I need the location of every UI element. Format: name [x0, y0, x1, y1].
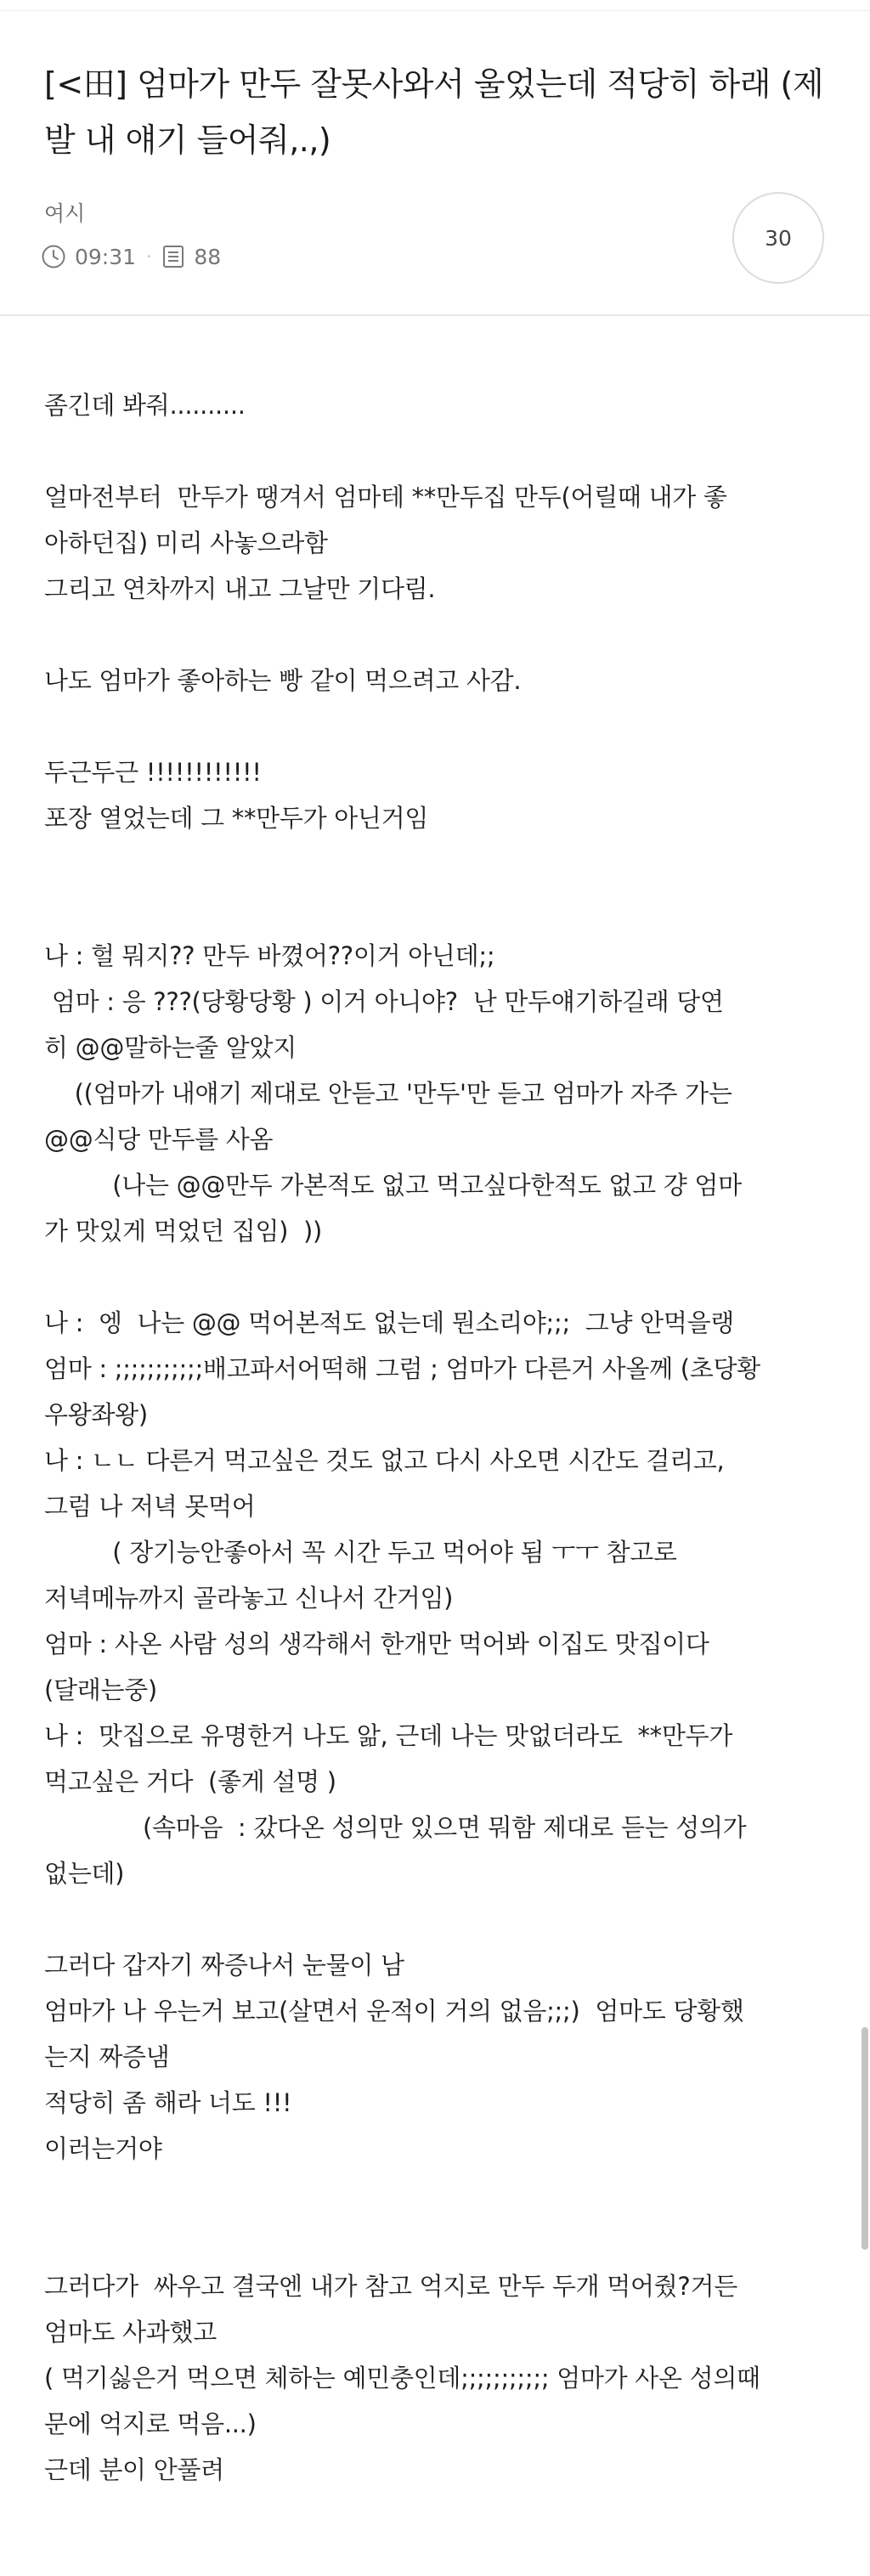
post-title-line-2: 발 내 얘기 들어줘,.,) [44, 121, 331, 159]
blank-line [44, 428, 834, 474]
body-line: 엄마 : 응 ???(당황당황 ) 이거 아니야? 난 만두얘기하길래 당연 [44, 987, 724, 1016]
body-line: 나도 엄마가 좋아하는 빵 같이 먹으려고 사감. [44, 666, 522, 695]
view-count: 88 [194, 244, 222, 269]
body-line: 적당히 좀 해라 너도 !!! [44, 2088, 292, 2117]
blank-line [44, 1254, 834, 1300]
body-line: (속마음 : 갔다온 성의만 있으면 뭐함 제대로 듣는 성의가 [44, 1813, 747, 1842]
blank-line [44, 612, 834, 658]
body-line: 우왕좌왕) [44, 1400, 148, 1429]
body-line: 엄마가 나 우는거 보고(살면서 운적이 거의 없음;;;) 엄마도 당황했 [44, 1997, 744, 2025]
body-line: @@식당 만두를 사옴 [44, 1125, 274, 1154]
body-line: 먹고싶은 거다 (좋게 설명 ) [44, 1767, 336, 1796]
comment-count-button[interactable]: 30 [732, 192, 824, 284]
body-line: 엄마 : 사온 사람 성의 생각해서 한개만 먹어봐 이집도 맛집이다 [44, 1630, 709, 1658]
body-line: 이러는거야 [44, 2134, 162, 2163]
post-meta [41, 240, 221, 274]
body-line: ( 장기능안좋아서 꼭 시간 두고 먹어야 됨 ㅜㅜ 참고로 [44, 1538, 677, 1567]
body-line: (나는 @@만두 가본적도 없고 먹고싶다한적도 없고 걍 엄마 [44, 1171, 742, 1200]
body-line: 저녁메뉴까지 골라놓고 신나서 간거임) [44, 1584, 454, 1613]
body-line: 나 : 맛집으로 유명한거 나도 앎, 근데 나는 맛없더라도 **만두가 [44, 1721, 733, 1750]
blank-line [44, 2217, 834, 2263]
body-line: 는지 짜증냄 [44, 2042, 170, 2071]
body-line: 엄마 : ;;;;;;;;;;;배고파서어떡해 그럼 ; 엄마가 다른거 사올께 (초당황 [44, 1354, 760, 1383]
blank-line [44, 1896, 834, 1942]
scrollbar-thumb[interactable] [862, 2027, 868, 2250]
body-line: 포장 열었는데 그 **만두가 아닌거임 [44, 804, 429, 833]
body-line: 가 맛있게 먹었던 집임) )) [44, 1217, 323, 1246]
body-line: ( 먹기싫은거 먹으면 체하는 예민충인데;;;;;;;;;;; 엄마가 사온 성의때 [44, 2364, 760, 2392]
body-line: 근데 분이 안풀려 [44, 2455, 224, 2484]
clock-icon [41, 244, 66, 269]
body-line: 나 : 헐 뭐지?? 만두 바꼈어??이거 아닌데;; [44, 941, 495, 970]
body-line: 그러다가 싸우고 결국엔 내가 참고 억지로 만두 두개 먹어줬?거든 [44, 2272, 737, 2301]
post-header [0, 10, 870, 316]
body-line: (달래는중) [44, 1675, 157, 1704]
body-line: 그러다 갑자기 짜증나서 눈물이 남 [44, 1951, 404, 1980]
body-line: 엄마도 사과했고 [44, 2318, 217, 2347]
body-line: 그럼 나 저녁 못먹어 [44, 1492, 256, 1521]
body-line: 아하던집) 미리 사놓으라함 [44, 528, 328, 557]
blank-line [44, 887, 834, 933]
body-line: 두근두근 !!!!!!!!!!!! [44, 758, 262, 787]
post-time: 09:31 [75, 244, 137, 269]
blank-line [44, 703, 834, 749]
body-line: 좀긴데 봐줘.......... [44, 391, 246, 420]
body-line: 나 : ㄴㄴ 다른거 먹고싶은 것도 없고 다시 사오면 시간도 걸리고, [44, 1446, 725, 1475]
post-title [44, 56, 843, 168]
body-line: 얼마전부터 만두가 땡겨서 엄마테 **만두집 만두(어릴때 내가 좋 [44, 483, 727, 511]
blank-line [44, 2172, 834, 2217]
body-line: 히 @@말하는줄 알았지 [44, 1033, 297, 1062]
body-line: 그리고 연차까지 내고 그날만 기다림. [44, 574, 436, 603]
post-title-line-1: [<田] 엄마가 만두 잘못사와서 울었는데 적당히 하래 (제 [44, 65, 824, 103]
blank-line [44, 841, 834, 887]
body-line: 없는데) [44, 1859, 125, 1888]
body-line: ((엄마가 내얘기 제대로 안듣고 '만두'만 듣고 엄마가 자주 가는 [44, 1079, 732, 1108]
document-icon [161, 244, 185, 269]
post-body [44, 382, 834, 2493]
body-line: 문에 억지로 먹음...) [44, 2409, 257, 2438]
board-name[interactable]: 여시 [44, 201, 86, 226]
meta-separator: · [146, 246, 152, 267]
body-line: 나 : 엥 나는 @@ 먹어본적도 없는데 뭔소리야;;; 그냥 안먹을랭 [44, 1308, 735, 1337]
